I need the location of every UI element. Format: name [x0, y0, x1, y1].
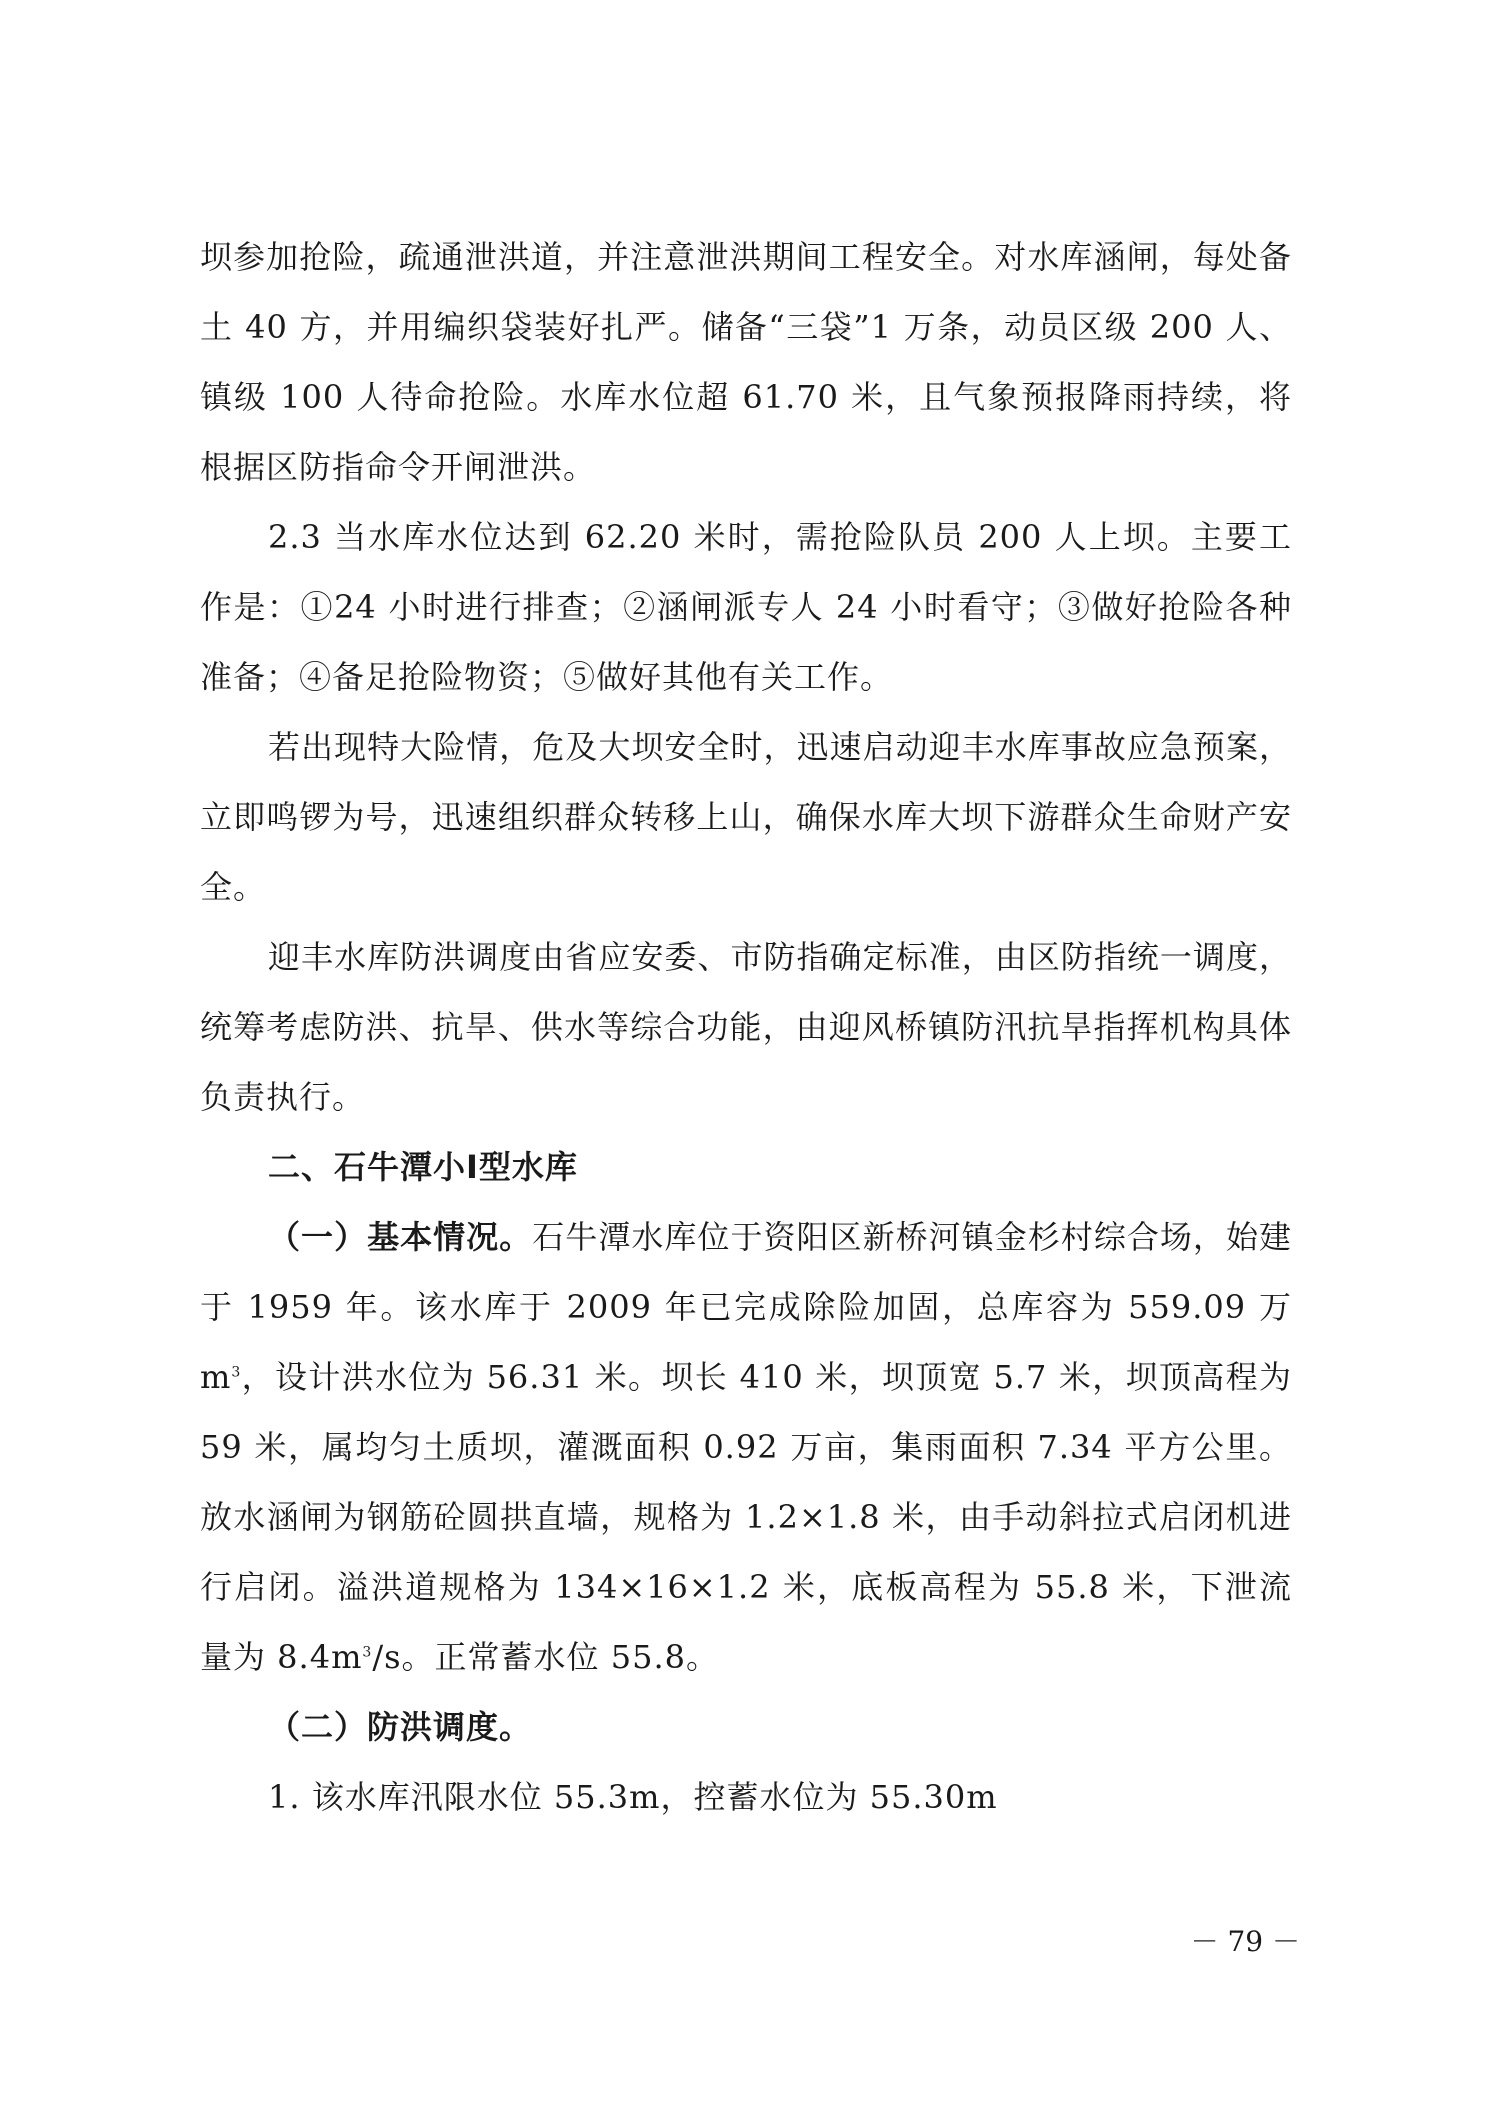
basic-info-text-a: 石牛潭水库位于资阳区新桥河镇金杉村综合场，始建于 1959 年。该水库于 2009 年已完成除险加固，总库容为 559.09 万 m [200, 1218, 1292, 1396]
basic-info-lead: （一）基本情况。 [268, 1218, 533, 1256]
basic-info-text-b: ，设计洪水位为 56.31 米。坝长 410 米，坝顶宽 5.7 米，坝顶高程为 59 米，属均匀土质坝，灌溉面积 0.92 万亩，集雨面积 7.34 平方公里。放水涵闸为钢筋砼圆拱直墙，规格为 1.2×1.8 米，由手动斜拉式启闭机进行启闭。溢洪道规格为 134×16×1.2 米，底板高程为 55.8 米，下泄流量为 8.4m [200, 1358, 1292, 1676]
paragraph-group-2 [200, 1132, 1292, 1832]
paragraph-2-3: 2.3 当水库水位达到 62.20 米时，需抢险队员 200 人上坝。主要工作是：①24 小时进行排查；②涵闸派专人 24 小时看守；③做好抢险各种准备；④备足抢险物资；⑤做好其他有关工作。 [200, 518, 1292, 696]
cubic-superscript-a: 3 [231, 1364, 242, 1381]
paragraph-dispatch: 迎丰水库防洪调度由省应安委、市防指确定标准，由区防指统一调度，统筹考虑防洪、抗旱、供水等综合功能，由迎风桥镇防汛抗旱指挥机构具体负责执行。 [200, 938, 1292, 1116]
paragraph-item-1: 1. 该水库汛限水位 55.3m，控蓄水位为 55.30m [268, 1778, 998, 1816]
section-heading: 二、石牛潭小Ⅰ型水库 [268, 1148, 578, 1186]
flood-control-lead: （二）防洪调度。 [268, 1708, 533, 1746]
paragraph-group-1 [200, 222, 1292, 1132]
cubic-superscript-b: 3 [362, 1644, 373, 1661]
paragraph-flood-control [200, 1692, 1292, 1762]
paragraph-basic-info [200, 1202, 1292, 1692]
paragraph-continuation: 坝参加抢险，疏通泄洪道，并注意泄洪期间工程安全。对水库涵闸，每处备土 40 方，并用编织袋装好扎严。储备“三袋”1 万条，动员区级 200 人、镇级 100 人待命抢险。水库水位超 61.70 米，且气象预报降雨持续，将根据区防指命令开闸泄洪。 [200, 238, 1292, 486]
paragraph-emergency: 若出现特大险情，危及大坝安全时，迅速启动迎丰水库事故应急预案，立即鸣锣为号，迅速组织群众转移上山，确保水库大坝下游群众生命财产安全。 [200, 728, 1292, 906]
basic-info-text-c: /s。正常蓄水位 55.8。 [372, 1638, 719, 1676]
page-number: － 79 － [1190, 1925, 1300, 1958]
